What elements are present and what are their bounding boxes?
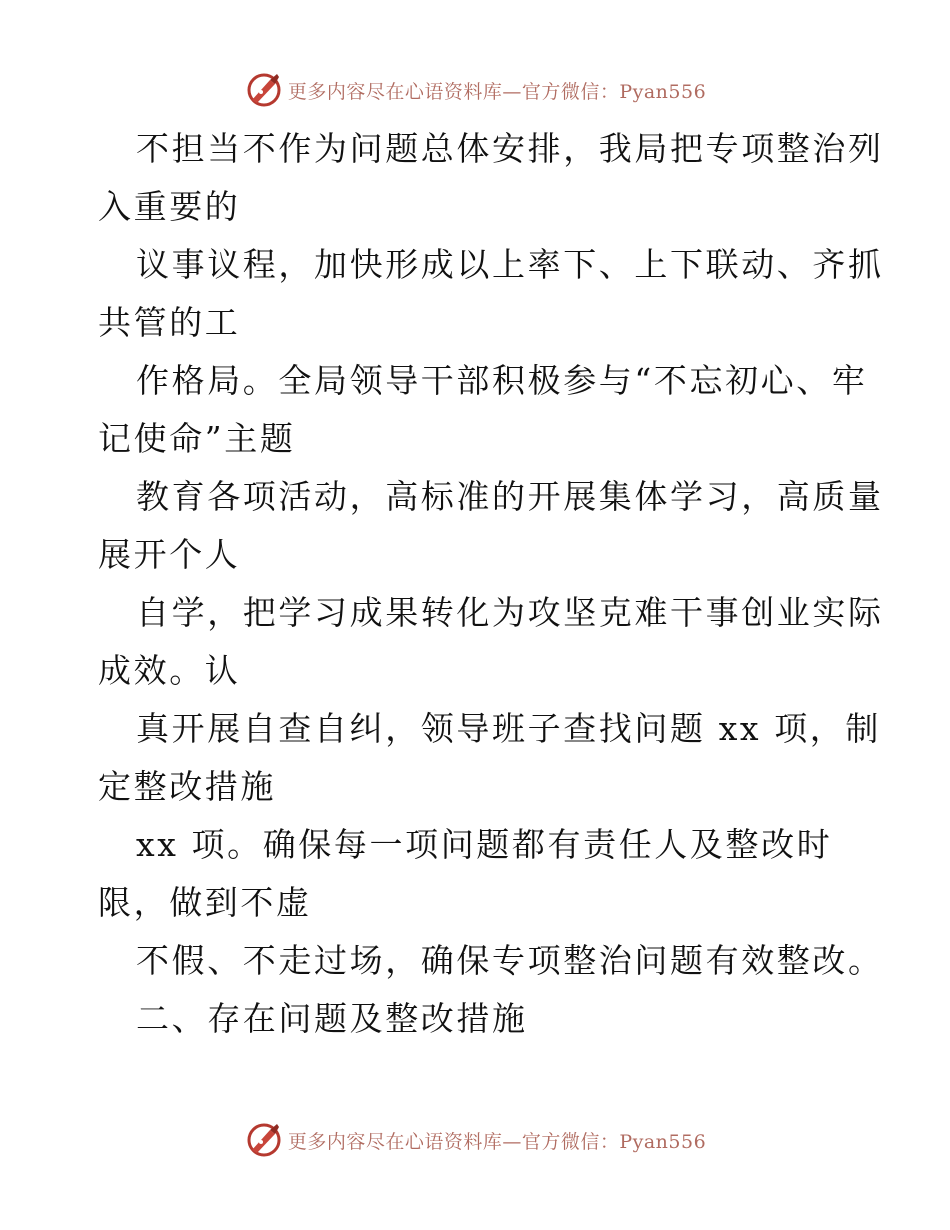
text-line: 入重要的: [98, 187, 241, 226]
text-line: 自学，把学习成果转化为攻坚克难干事创业实际: [136, 593, 884, 632]
footer-banner: [0, 1118, 950, 1162]
text-line: 成效。认: [98, 651, 241, 690]
text-line: xx 项。确保每一项问题都有责任人及整改时: [136, 825, 833, 864]
pen-logo-icon: [244, 70, 284, 110]
section-heading: 二、存在问题及整改措施: [136, 999, 528, 1038]
text-line: 定整改措施: [98, 767, 276, 806]
banner-text: 更多内容尽在心语资料库—官方微信：Pyan556: [287, 1130, 707, 1153]
text-line: 共管的工: [98, 303, 241, 342]
text-line: 议事议程，加快形成以上率下、上下联动、齐抓: [136, 245, 884, 284]
text-line: 记使命”主题: [98, 419, 296, 458]
text-line: 作格局。全局领导干部积极参与“不忘初心、牢: [136, 361, 868, 400]
document-body: [98, 120, 884, 1048]
banner-text: 更多内容尽在心语资料库—官方微信：Pyan556: [287, 80, 707, 103]
text-line: 真开展自查自纠，领导班子查找问题 xx 项，制: [136, 709, 882, 748]
text-line: 教育各项活动，高标准的开展集体学习，高质量: [136, 477, 884, 516]
text-line: 限，做到不虚: [98, 883, 312, 922]
text-line: 不假、不走过场，确保专项整治问题有效整改。: [136, 941, 884, 980]
text-line: 不担当不作为问题总体安排，我局把专项整治列: [136, 129, 884, 168]
pen-logo-icon: [244, 1120, 284, 1160]
text-line: 展开个人: [98, 535, 241, 574]
header-banner: [0, 68, 950, 112]
